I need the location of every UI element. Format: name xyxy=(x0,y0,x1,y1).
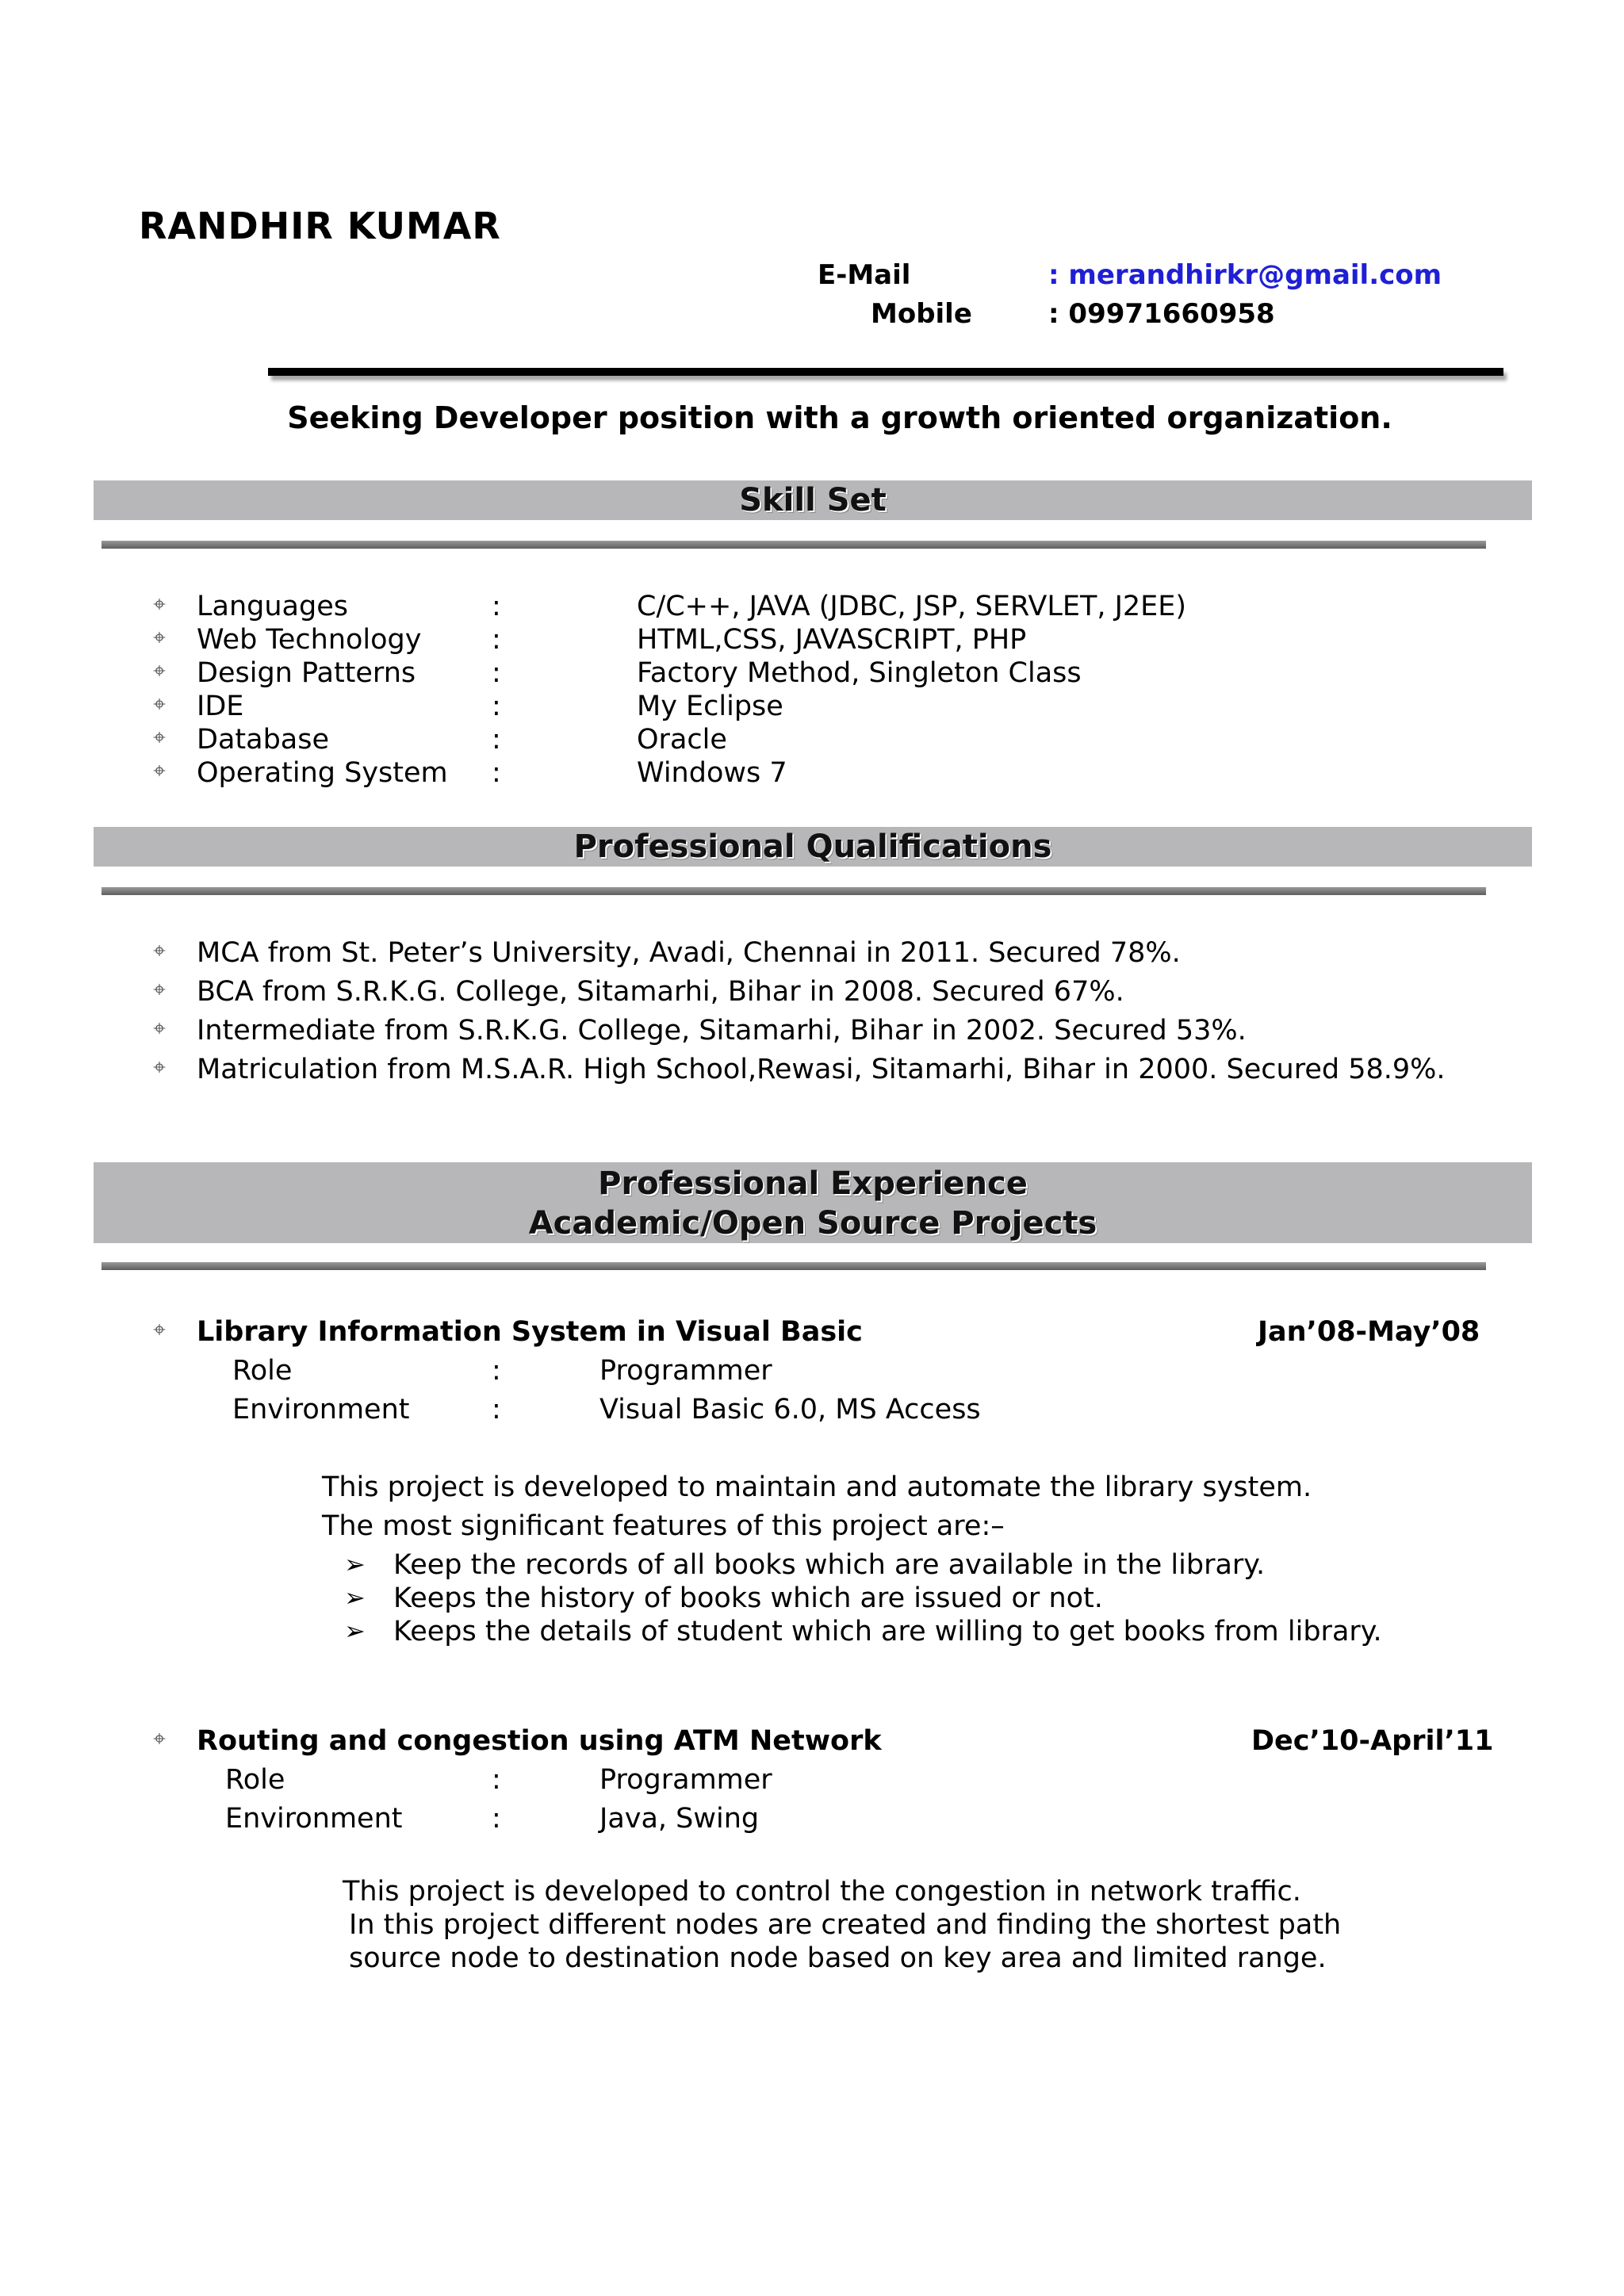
role-separator: : xyxy=(492,1764,501,1796)
feature-item xyxy=(0,1616,1624,1649)
role-separator: : xyxy=(492,1355,501,1387)
skill-row xyxy=(0,691,1624,724)
email-value[interactable]: : merandhirkr@gmail.com xyxy=(1048,259,1442,291)
qualification-item xyxy=(0,1015,1624,1048)
qualification-item xyxy=(0,937,1624,970)
mobile-label: Mobile xyxy=(871,298,972,330)
feature-text: Keeps the history of books which are issued or not. xyxy=(393,1582,1103,1614)
diamond-bullet-icon: ⌖ xyxy=(153,691,166,717)
project-header xyxy=(0,1725,1624,1758)
skill-label: Web Technology xyxy=(197,624,422,656)
diamond-bullet-icon: ⌖ xyxy=(153,937,166,963)
experience-heading-line2: Academic/Open Source Projects xyxy=(528,1205,1097,1242)
skill-label: Database xyxy=(197,724,330,756)
experience-divider xyxy=(102,1262,1486,1270)
diamond-bullet-icon: ⌖ xyxy=(153,1054,166,1080)
skill-separator: : xyxy=(492,724,501,756)
project-dates: Jan’08-May’08 xyxy=(1258,1316,1480,1348)
role-label: Role xyxy=(232,1355,293,1387)
feature-text: Keeps the details of student which are willing to get books from library. xyxy=(393,1616,1382,1647)
arrow-bullet-icon: ➢ xyxy=(344,1549,366,1579)
environment-value: Java, Swing xyxy=(599,1803,760,1835)
skill-separator: : xyxy=(492,757,501,789)
skill-label: Languages xyxy=(197,591,348,622)
project-header xyxy=(0,1316,1624,1349)
objective-statement: Seeking Developer position with a growth oriented organization. xyxy=(287,400,1392,435)
project-title: Routing and congestion using ATM Network xyxy=(197,1725,882,1757)
skill-value: HTML,CSS, JAVASCRIPT, PHP xyxy=(637,624,1027,656)
project-description xyxy=(0,1510,1624,1544)
qualification-text: MCA from St. Peter’s University, Avadi, Chennai in 2011. Secured 78%. xyxy=(197,937,1181,969)
skills-divider xyxy=(102,541,1486,549)
project-title: Library Information System in Visual Basic xyxy=(197,1316,863,1348)
header-divider xyxy=(268,368,1503,376)
project-description xyxy=(0,1876,1624,1909)
project-description xyxy=(0,1909,1624,1942)
skill-label: Operating System xyxy=(197,757,448,789)
arrow-bullet-icon: ➢ xyxy=(344,1616,366,1646)
project-description-text: In this project different nodes are created and finding the shortest path xyxy=(349,1909,1342,1941)
project-dates: Dec’10-April’11 xyxy=(1251,1725,1494,1757)
feature-text: Keep the records of all books which are available in the library. xyxy=(393,1549,1266,1581)
skill-value: Windows 7 xyxy=(637,757,787,789)
project-environment-row xyxy=(0,1803,1624,1836)
skill-row xyxy=(0,624,1624,657)
qualification-item xyxy=(0,1054,1624,1087)
skills-heading: Skill Set xyxy=(94,480,1532,520)
project-role-row xyxy=(0,1355,1624,1388)
skill-row xyxy=(0,591,1624,624)
arrow-bullet-icon: ➢ xyxy=(344,1582,366,1613)
diamond-bullet-icon: ⌖ xyxy=(153,1725,166,1751)
qualification-text: BCA from S.R.K.G. College, Sitamarhi, Bihar in 2008. Secured 67%. xyxy=(197,976,1124,1008)
diamond-bullet-icon: ⌖ xyxy=(153,657,166,683)
skill-separator: : xyxy=(492,591,501,622)
environment-separator: : xyxy=(492,1394,501,1425)
project-environment-row xyxy=(0,1394,1624,1427)
email-label: E-Mail xyxy=(818,259,911,291)
role-value: Programmer xyxy=(599,1355,772,1387)
skill-row xyxy=(0,724,1624,757)
feature-item xyxy=(0,1549,1624,1582)
feature-item xyxy=(0,1582,1624,1616)
diamond-bullet-icon: ⌖ xyxy=(153,624,166,650)
skill-separator: : xyxy=(492,657,501,689)
project-description-text: This project is developed to maintain and automate the library system. xyxy=(322,1471,1312,1503)
role-value: Programmer xyxy=(599,1764,772,1796)
candidate-name: RANDHIR KUMAR xyxy=(139,205,501,247)
qualification-text: Matriculation from M.S.A.R. High School,Rewasi, Sitamarhi, Bihar in 2000. Secured 58.9%. xyxy=(197,1054,1446,1085)
qualifications-heading: Professional Qualifications xyxy=(94,827,1532,867)
diamond-bullet-icon: ⌖ xyxy=(153,1316,166,1342)
skill-label: Design Patterns xyxy=(197,657,416,689)
environment-label: Environment xyxy=(225,1803,403,1835)
diamond-bullet-icon: ⌖ xyxy=(153,757,166,783)
environment-separator: : xyxy=(492,1803,501,1835)
skill-value: C/C++, JAVA (JDBC, JSP, SERVLET, J2EE) xyxy=(637,591,1187,622)
project-description xyxy=(0,1942,1624,1976)
skill-value: Oracle xyxy=(637,724,727,756)
skill-row xyxy=(0,657,1624,691)
experience-heading-line1: Professional Experience xyxy=(598,1165,1028,1202)
project-description xyxy=(0,1471,1624,1505)
diamond-bullet-icon: ⌖ xyxy=(153,1015,166,1041)
project-description-text: The most significant features of this project are:– xyxy=(322,1510,1005,1542)
skill-label: IDE xyxy=(197,691,244,722)
environment-value: Visual Basic 6.0, MS Access xyxy=(599,1394,981,1425)
skill-value: My Eclipse xyxy=(637,691,783,722)
diamond-bullet-icon: ⌖ xyxy=(153,591,166,617)
qualifications-divider xyxy=(102,887,1486,895)
project-description-text: This project is developed to control the congestion in network traffic. xyxy=(343,1876,1301,1908)
qualification-item xyxy=(0,976,1624,1009)
diamond-bullet-icon: ⌖ xyxy=(153,724,166,750)
skill-separator: : xyxy=(492,691,501,722)
role-label: Role xyxy=(225,1764,285,1796)
skill-separator: : xyxy=(492,624,501,656)
project-role-row xyxy=(0,1764,1624,1797)
environment-label: Environment xyxy=(232,1394,410,1425)
skill-row xyxy=(0,757,1624,790)
project-description-text: source node to destination node based on key area and limited range. xyxy=(349,1942,1327,1974)
qualification-text: Intermediate from S.R.K.G. College, Sitamarhi, Bihar in 2002. Secured 53%. xyxy=(197,1015,1247,1047)
experience-heading xyxy=(94,1162,1532,1243)
diamond-bullet-icon: ⌖ xyxy=(153,976,166,1002)
skill-value: Factory Method, Singleton Class xyxy=(637,657,1082,689)
mobile-value: : 09971660958 xyxy=(1048,298,1275,330)
